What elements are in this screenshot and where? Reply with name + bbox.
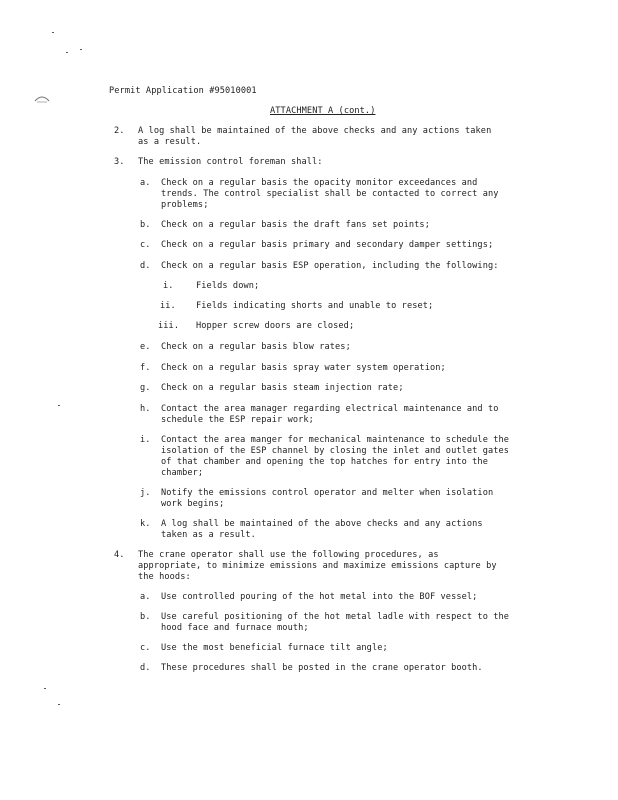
subitem-i-line: isolation of the ESP channel by closing the inlet and outlet gates [161, 446, 510, 456]
scan-speck [58, 704, 60, 705]
subitem-label: c. [140, 240, 151, 250]
subitem-h-line: schedule the ESP repair work; [161, 415, 314, 425]
subitem-i-line: of that chamber and opening the top hatches for entry into the [161, 457, 488, 467]
subitem-k-line: taken as a result. [161, 530, 256, 540]
subitem-e-text: Check on a regular basis blow rates; [161, 342, 351, 352]
subitem-j-line: work begins; [161, 499, 225, 509]
subitem-label: k. [140, 519, 151, 529]
scan-speck [66, 52, 68, 53]
subitem-label: i. [140, 435, 151, 445]
subitem-label: h. [140, 404, 151, 414]
item-number: 2. [114, 126, 125, 136]
item-4-line: The crane operator shall use the following procedures, as [138, 550, 439, 560]
roman-label: ii. [160, 301, 176, 311]
subitem-g-text: Check on a regular basis steam injection rate; [161, 383, 404, 393]
subitem-d-ii-text: Fields indicating shorts and unable to reset; [196, 301, 434, 311]
item-number: 3. [114, 157, 125, 167]
stamp-mark-icon [34, 93, 50, 105]
item-4-line: appropriate, to minimize emissions and maximize emissions capture by [138, 561, 497, 571]
subitem-k-line: A log shall be maintained of the above checks and any actions [161, 519, 483, 529]
subitem-4a-text: Use controlled pouring of the hot metal into the BOF vessel; [161, 592, 478, 602]
subitem-b-text: Check on a regular basis the draft fans set points; [161, 220, 430, 230]
subitem-label: g. [140, 383, 151, 393]
subitem-i-line: Contact the area manger for mechanical maintenance to schedule the [161, 435, 510, 445]
subitem-4d-text: These procedures shall be posted in the crane operator booth. [161, 663, 483, 673]
subitem-i-line: chamber; [161, 468, 204, 478]
subitem-label: a. [140, 592, 151, 602]
subitem-c-text: Check on a regular basis primary and secondary damper settings; [161, 240, 494, 250]
subitem-h-line: Contact the area manager regarding electrical maintenance and to [161, 404, 499, 414]
subitem-label: b. [140, 220, 151, 230]
subitem-d-iii-text: Hopper screw doors are closed; [196, 321, 355, 331]
roman-label: i. [163, 281, 174, 291]
subitem-d-text: Check on a regular basis ESP operation, including the following: [161, 261, 499, 271]
scan-speck [44, 688, 46, 689]
roman-label: iii. [158, 321, 180, 331]
subitem-label: f. [140, 363, 151, 373]
subitem-label: c. [140, 643, 151, 653]
attachment-title: ATTACHMENT A (cont.) [270, 106, 376, 116]
scan-speck [80, 49, 82, 50]
item-number: 4. [114, 550, 125, 560]
subitem-a-line: trends. The control specialist shall be contacted to correct any [161, 189, 499, 199]
scan-speck [58, 405, 60, 406]
subitem-a-line: problems; [161, 200, 209, 210]
subitem-label: j. [140, 488, 151, 498]
subitem-4b-line: hood face and furnace mouth; [161, 623, 309, 633]
scan-speck [52, 32, 54, 33]
item-2-line: A log shall be maintained of the above checks and any actions taken [138, 126, 492, 136]
subitem-label: b. [140, 612, 151, 622]
item-4-line: the hoods: [138, 572, 191, 582]
permit-number: Permit Application #95010001 [109, 86, 257, 96]
subitem-4b-line: Use careful positioning of the hot metal ladle with respect to the [161, 612, 510, 622]
subitem-label: d. [140, 261, 151, 271]
item-3-text: The emission control foreman shall: [138, 157, 323, 167]
subitem-label: d. [140, 663, 151, 673]
item-2-line: as a result. [138, 137, 202, 147]
subitem-label: a. [140, 178, 151, 188]
subitem-j-line: Notify the emissions control operator and melter when isolation [161, 488, 494, 498]
subitem-d-i-text: Fields down; [196, 281, 260, 291]
subitem-4c-text: Use the most beneficial furnace tilt angle; [161, 643, 388, 653]
subitem-f-text: Check on a regular basis spray water system operation; [161, 363, 446, 373]
subitem-label: e. [140, 342, 151, 352]
subitem-a-line: Check on a regular basis the opacity monitor exceedances and [161, 178, 478, 188]
